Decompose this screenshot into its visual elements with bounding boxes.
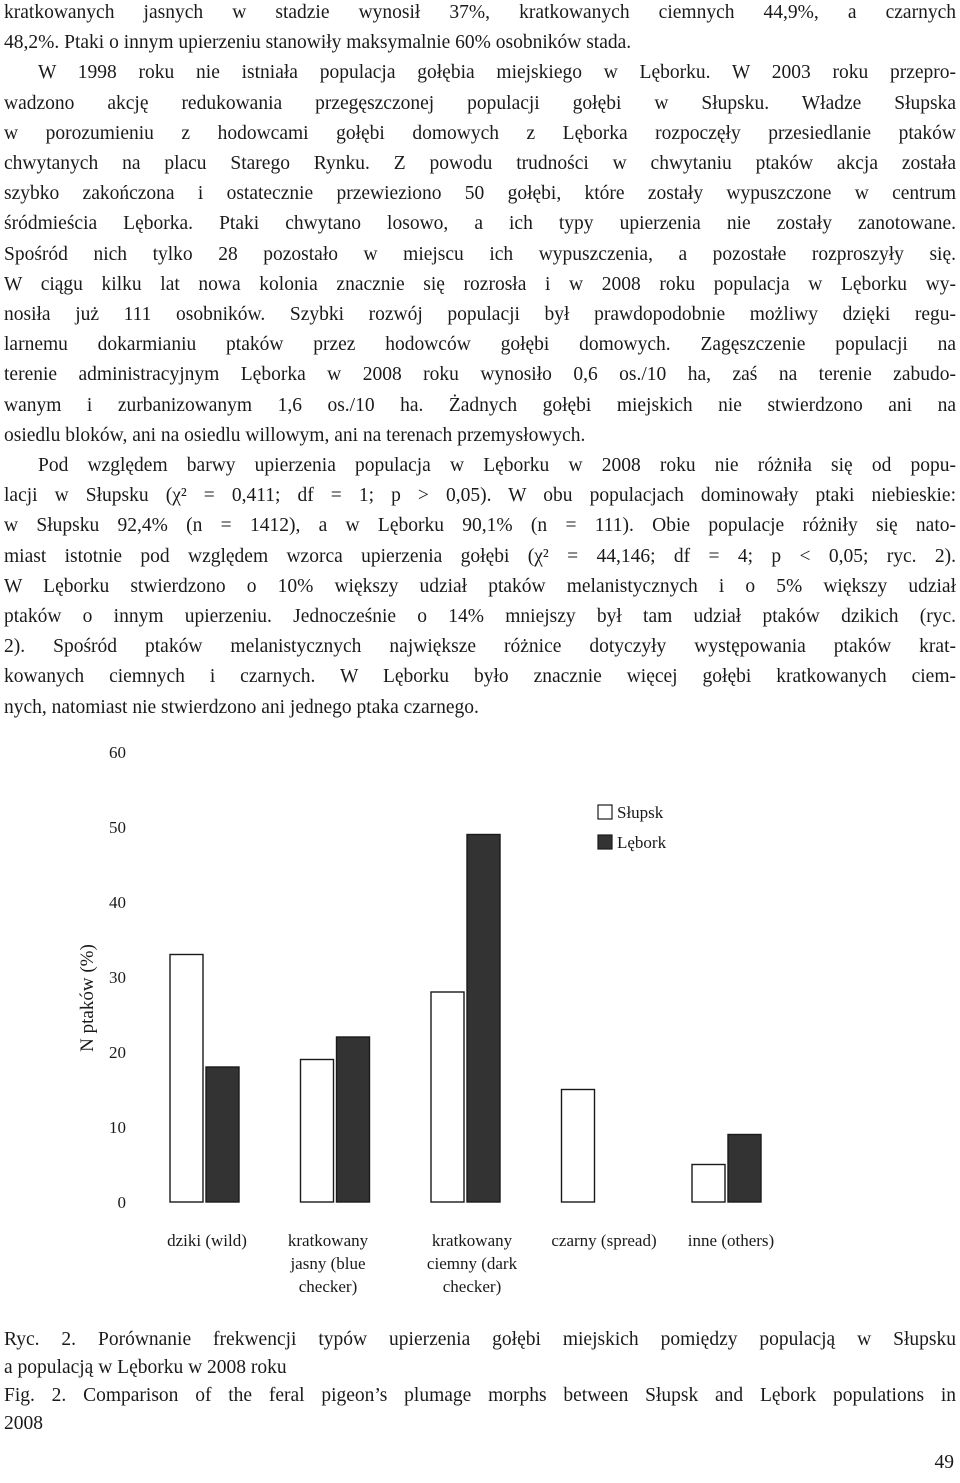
text-line: lacji w Słupsku (χ² = 0,411; df = 1; p > 0,05). W obu populacjach dominowały ptaki niebieskie: bbox=[4, 485, 956, 507]
x-axis-labels bbox=[167, 1231, 774, 1296]
text-line: 2). Spośród ptaków melanistycznych największe różnice dotyczyły występowania ptaków krat- bbox=[4, 636, 956, 658]
bar-lebork bbox=[337, 1037, 370, 1202]
text-line: W 1998 roku nie istniała populacja gołębia miejskiego w Lęborku. W 2003 roku przepro- bbox=[38, 62, 956, 84]
legend-swatch bbox=[598, 805, 612, 819]
y-tick-label: 60 bbox=[109, 743, 126, 762]
x-tick-label: dziki (wild) bbox=[167, 1231, 247, 1250]
legend-label: Lębork bbox=[617, 833, 667, 852]
figure-caption bbox=[4, 1326, 956, 1438]
text-line: Pod względem barwy upierzenia populacja w Lęborku w 2008 roku nie różniła się od popu- bbox=[38, 455, 956, 477]
bar-lebork bbox=[206, 1067, 239, 1202]
legend-label: Słupsk bbox=[617, 803, 664, 822]
text-line: W Lęborku stwierdzono o 10% większy udział ptaków melanistycznych i o 5% większy udział bbox=[4, 575, 956, 597]
bars bbox=[170, 835, 761, 1203]
text-line: kowanych ciemnych i czarnych. W Lęborku było znacznie więcej gołębi kratkowanych ciem- bbox=[4, 666, 956, 688]
bar-lebork bbox=[728, 1135, 761, 1203]
y-tick-label: 10 bbox=[109, 1118, 126, 1137]
text-line: kratkowanych jasnych w stadzie wynosił 37%, kratkowanych ciemnych 44,9%, a czarnych bbox=[4, 2, 956, 23]
plumage-bar-chart bbox=[0, 730, 960, 1310]
bar-slupsk bbox=[692, 1165, 725, 1203]
text-line: miast istotnie pod względem wzorca upierzenia gołębi (χ² = 44,146; df = 4; p < 0,05; ryc. 2). bbox=[4, 545, 956, 567]
text-line: w Słupsku 92,4% (n = 1412), a w Lęborku 90,1% (n = 111). Obie populacje różniły się nato- bbox=[4, 515, 956, 537]
bar-slupsk bbox=[170, 955, 203, 1203]
x-tick-label: ciemny (dark bbox=[426, 1254, 518, 1273]
y-axis bbox=[109, 743, 126, 1212]
x-tick-label: kratkowany bbox=[431, 1231, 513, 1250]
text-line: wanym i zurbanizowanym 1,6 os./10 ha. Żadnych gołębi miejskich nie stwierdzono ani na bbox=[4, 394, 956, 416]
text-line: ptaków o innym upierzeniu. Jednocześnie o 14% mniejszy był tam udział ptaków dzikich (ryc. bbox=[4, 606, 956, 628]
caption-line: 2008 bbox=[4, 1413, 43, 1434]
y-tick-label: 0 bbox=[117, 1193, 126, 1212]
x-tick-label: checker) bbox=[298, 1277, 358, 1296]
text-line: larnemu dokarmianiu ptaków przez hodowców gołębi domowych. Zagęszczenie populacji na bbox=[4, 334, 956, 356]
text-line: nych, natomiast nie stwierdzono ani jednego ptaka czarnego. bbox=[4, 696, 479, 718]
legend-swatch bbox=[598, 835, 612, 849]
body-text bbox=[4, 0, 956, 723]
text-line: osiedlu bloków, ani na osiedlu willowym, ani na terenach przemysłowych. bbox=[4, 424, 586, 446]
x-tick-label: kratkowany bbox=[287, 1231, 369, 1250]
x-tick-label: checker) bbox=[442, 1277, 502, 1296]
text-line: terenie administracyjnym Lęborka w 2008 roku wynosiło 0,6 os./10 ha, zaś na terenie zabudo- bbox=[4, 364, 956, 386]
x-tick-label: jasny (blue bbox=[290, 1254, 366, 1273]
text-line: W ciągu kilku lat nowa kolonia znacznie się rozrosła i w 2008 roku populacja w Lęborku wy- bbox=[4, 273, 956, 295]
caption-line: Fig. 2. Comparison of the feral pigeon’s plumage morphs between Słupsk and Lębork populations in bbox=[4, 1385, 956, 1406]
page-number: 49 bbox=[934, 1452, 954, 1473]
legend bbox=[598, 803, 667, 852]
text-line: chwytanych na placu Starego Rynku. Z powodu trudności w chwytaniu ptaków akcja została bbox=[4, 153, 956, 175]
bar-slupsk bbox=[562, 1090, 595, 1203]
y-tick-label: 30 bbox=[109, 968, 126, 987]
text-line: szybko zakończona i ostatecznie przewieziono 50 gołębi, które zostały wypuszczone w centrum bbox=[4, 183, 956, 205]
y-tick-label: 20 bbox=[109, 1043, 126, 1062]
text-line: nosiła już 111 osobników. Szybki rozwój populacji był prawdopodobnie możliwy dzięki regu- bbox=[4, 304, 956, 326]
y-tick-label: 40 bbox=[109, 893, 126, 912]
caption-line: a populacją w Lęborku w 2008 roku bbox=[4, 1357, 287, 1378]
bar-slupsk bbox=[301, 1060, 334, 1203]
caption-line: Ryc. 2. Porównanie frekwencji typów upierzenia gołębi miejskich pomiędzy populacją w Słupsku bbox=[4, 1329, 956, 1350]
text-line: w porozumieniu z hodowcami gołębi domowych z Lęborka rozpoczęły przesiedlanie ptaków bbox=[4, 122, 956, 144]
text-line: śródmieścia Lęborka. Ptaki chwytano losowo, a ich typy upierzenia nie zostały zanotowane. bbox=[4, 213, 956, 235]
text-line: 48,2%. Ptaki o innym upierzeniu stanowiły maksymalnie 60% osobników stada. bbox=[4, 32, 632, 54]
x-tick-label: czarny (spread) bbox=[551, 1231, 657, 1250]
bar-lebork bbox=[467, 835, 500, 1203]
bar-slupsk bbox=[431, 992, 464, 1202]
text-line: wadzono akcję redukowania przegęszczonej populacji gołębi w Słupsku. Władze Słupska bbox=[4, 92, 956, 114]
y-axis-label: N ptaków (%) bbox=[77, 944, 98, 1052]
y-tick-label: 50 bbox=[109, 818, 126, 837]
text-line: Spośród nich tylko 28 pozostało w miejscu ich wypuszczenia, a pozostałe rozproszyły się. bbox=[4, 243, 956, 265]
x-tick-label: inne (others) bbox=[687, 1231, 775, 1250]
